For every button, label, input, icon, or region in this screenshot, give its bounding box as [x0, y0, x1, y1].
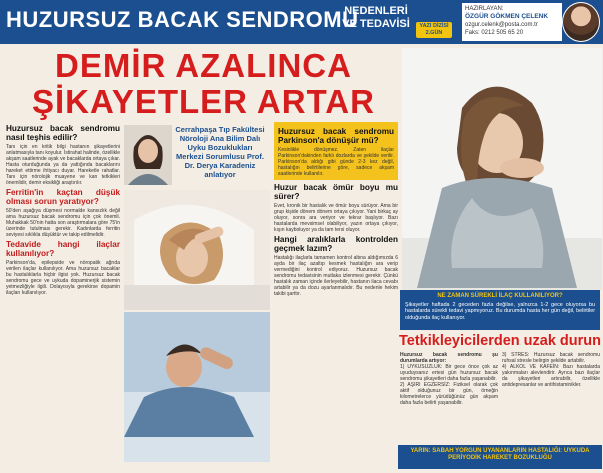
next-episode-box: YARIN: SABAH YORGUN UYANANLARIN HASTALIĞI: UYKUDA PERİYODİK HAREKET BOZUKLUĞU — [398, 445, 602, 469]
author-fax: Faks: 0212 505 65 20 — [465, 30, 524, 36]
top-banner — [0, 0, 603, 44]
prepared-label: HAZIRLAYAN: — [465, 6, 504, 12]
woman-photo — [402, 48, 602, 290]
triggers-col-left — [400, 352, 498, 444]
answer-lifelong: Evet, kronik bir hastalık ve ömür boyu sürüyor. Ama bir grup kişide dönem dönem ortaya çıkıyor. Yani birkaç ay oluyor, sonra ara veriyor ve tekrar başlıyor. Bazı hastalarda mevsimsel olabiliyor, yazın ortaya çıkıyor, kışın kayboluyor ya da tam tersi oluyor. — [274, 203, 398, 233]
answer-diagnosis: Tanı için en kritik bilgi hastanın şikayetlerini anlatmasıyla tanı koyulur. İstirahat halinde, özellikle akşam saatlerinde ayak ve bacaklarda ortaya çıkar. Hasta oturduğunda ya da yattığında bacaklarını hareket ettirme ihtiyacı duyar. Hareketle rahatlar. Tanı için nörolojik muayene ve kan tetkikleri önemlidir, demir eksikliği araştırılır. — [6, 144, 120, 186]
continuous-medication-text: Şikayetler haftada 2 geceden fazla değilse, yalnızca 1-2 gece oluyorsa bu hastalarda sürekli tedavi yapmıyoruz. Bu durumda hasta her gün değil, belirtiler olduğunda ilaç kullanıyor. — [405, 301, 595, 321]
headline — [6, 48, 401, 120]
author-avatar — [562, 2, 600, 42]
sleepless-woman-photo — [124, 190, 270, 310]
continuous-medication-box — [400, 290, 600, 330]
series-title: HUZURSUZ BACAK SENDROMU — [6, 7, 359, 32]
author-email: ozgur.celenk@posta.com.tr — [465, 22, 538, 28]
doctor-photo — [124, 125, 172, 185]
doctor-caption: Cerrahpaşa Tıp Fakültesi Nöroloji Ana Bilim Dalı Uyku Bozuklukları Merkezi Sorumlusu Prof. Dr. Derya Karadeniz anlatıyor — [175, 125, 265, 179]
continuous-medication-title: NE ZAMAN SÜREKLİ İLAÇ KULLANILIYOR? — [437, 293, 563, 299]
answer-drugs: Parkinson'da, epilepside ve nöropatik ağrıda verilen ilaçlar kullanılıyor. Ama huzursuz bacaklar bu hastalıklarla hiçbir ilgisi yok. Huzursuz bacak sendromu gece ve uykuda dopaminerjik sistemin yetmezliğiyle ilgili. Dolayısıyla gerekirse dopamin ilaçları kullanılıyor. — [6, 260, 120, 296]
column-3 — [274, 122, 398, 472]
sleeping-man-photo — [124, 312, 270, 462]
triggers-intro: Huzursuz bacak sendromu şu durumlarda artıyor: — [400, 352, 498, 364]
author-info — [462, 3, 562, 41]
series-badge: YAZI DİZİSİ 2.GÜN — [416, 22, 452, 38]
answer-ferritin: 50'den aşağıya düşmesi normalde kansızlık değil ama huzursuz bacak sendromu için çok önemli. Muhakkak 50'nin hatta son araştırmalara göre 75'in üzerinde tutulması gerekir. Kadınlarda ferritin seviyesi sıklıkla düşüktür ve takip edilmelidir. — [6, 208, 120, 238]
author-name: ÖZGÜR GÖKMEN ÇELENK — [465, 13, 549, 20]
trigger-exercise: 2) AŞIRI EGZERSİZ: Fiziksel olarak çok aktif olduğunuz bir gün, örneğin kilometrelerce yürüdüğünüz gün akşam daha fazla belirti yaşanabilir. — [400, 382, 498, 406]
trigger-alcohol-caffeine: 4) ALKOL VE KAFEİN: Bazı hastalarda yakınmaları alevlendirir. Ayrıca bazı ilaçlar da şikayetleri artırabilir, özellikle antidepresanlar ve antihistaminikler. — [502, 364, 600, 388]
question-checkup: Hangi aralıklarla kontrolden geçmek lazım? — [274, 235, 398, 253]
answer-checkup: Hastalığı ilaçlarla tamamen kontrol altına aldığımızda 6 ayda bir ilaç azaltıp kesmek hastalığın ara verip vermediğini kontrol ediyoruz. Huzursuz bacak sendromu tedavisinin mutlaka izlenmesi gerekir. Çünkü hastalık zaman içinde ilerleyebilir, hastanın ilaca cevabı artabilir ya da dozu ayarlanmalıdır. Bu nedenle hekim takibi şarttır. — [274, 255, 398, 297]
question-drugs: Tedavide hangi ilaçlar kullanılıyor? — [6, 240, 120, 258]
triggers-col-right — [502, 352, 600, 444]
question-ferritin: Ferritin'in kaçtan düşük olması sorun yaratıyor? — [6, 188, 120, 206]
question-diagnosis: Huzursuz bacak sendromu nasıl teşhis edilir? — [6, 124, 120, 142]
headline-line-1: DEMİR AZALINCA — [55, 47, 352, 84]
parkinson-box — [274, 122, 398, 180]
answer-parkinson: Kesinlikle dönüşmez. Zaten ilaçlar Parkinson'dakinden farklı dozlarda ve şekilde verilir. Parkinson'da aldığı gibi günde 2-3 kez değil, hastalığın belirtilerine göre, sadece akşam saatlerinde kullanılır. — [278, 147, 394, 177]
series-subtitle: NEDENLERİ VE TEDAVİSİ — [342, 5, 410, 30]
column-1 — [6, 122, 120, 472]
question-lifelong: Huzur bacak ömür boyu mu sürer? — [274, 183, 398, 201]
question-parkinson: Huzursuz bacak sendromu Parkinson'a dönüşür mü? — [278, 127, 394, 145]
trigger-sleeplessness: 1) UYKUSUZLUK: Bir gece önce çok az uyuduysanız ertesi gün huzursuz bacak sendromu şikayetleri daha fazla yaşanabilir. — [400, 364, 498, 382]
trigger-stress: 3) STRES: Huzursuz bacak sendromu ruhsal stresle belirgin şekilde artabilir. — [502, 352, 600, 364]
triggers-title: Tetkikleyicilerden uzak durun — [399, 333, 601, 349]
headline-line-2: ŞİKAYETLER ARTAR — [32, 83, 375, 120]
